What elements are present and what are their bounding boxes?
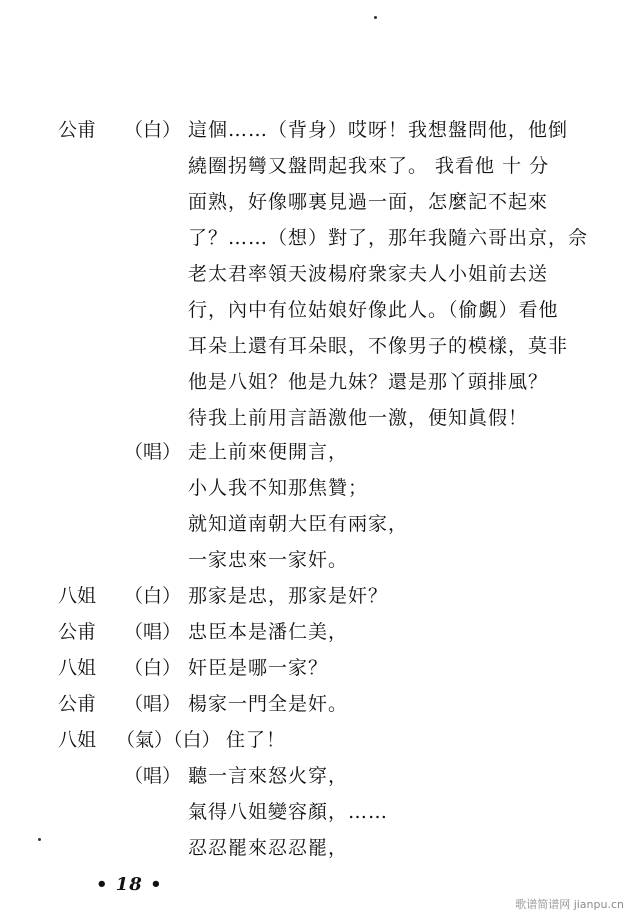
stage-mark: （白） xyxy=(124,585,182,607)
dialogue-line: 奸臣是哪一家？ xyxy=(188,657,329,679)
dialogue-line: 老太君率領天波楊府衆家夫人小姐前去送 xyxy=(188,263,549,285)
dialogue-line: 了？……（想）對了，那年我隨六哥出京，佘 xyxy=(188,227,589,249)
stage-mark: （唱） xyxy=(124,621,182,643)
dialogue-line: 那家是忠，那家是奸？ xyxy=(188,585,389,607)
dialogue-line: 面熟，好像哪裏見過一面，怎麼記不起來 xyxy=(188,191,549,213)
speaker-label: 八姐 xyxy=(58,729,97,751)
dialogue-line: 走上前來便開言， xyxy=(188,441,349,463)
dialogue-line: 小人我不知那焦贊； xyxy=(188,477,369,499)
scan-speck xyxy=(38,838,41,841)
speaker-label: 八姐 xyxy=(58,585,97,607)
dialogue-line: 忍忍罷來忍忍罷， xyxy=(188,837,349,859)
dialogue-line: 耳朵上還有耳朵眼，不像男子的模樣，莫非 xyxy=(188,335,569,357)
speaker-label: 公甫 xyxy=(58,119,97,141)
stage-mark: （唱） xyxy=(124,765,182,787)
speaker-label: 公甫 xyxy=(58,621,97,643)
dialogue-line: 繞圈拐彎又盤問起我來了。 我看他 十 分 xyxy=(188,155,550,177)
speaker-label: 八姐 xyxy=(58,657,97,679)
dialogue-line: 一家忠來一家奸。 xyxy=(188,549,349,571)
stage-mark: （唱） xyxy=(124,693,182,715)
stage-mark: （白） xyxy=(124,119,182,141)
dialogue-line: 他是八姐？他是九妹？還是那丫頭排風？ xyxy=(188,371,549,393)
speaker-label: 公甫 xyxy=(58,693,97,715)
page-number: • 18 • xyxy=(96,874,163,895)
watermark: 歌谱简谱网 jianpu.cn xyxy=(515,898,624,911)
dialogue-line: 忠臣本是潘仁美， xyxy=(188,621,349,643)
dialogue-line: 氣得八姐變容顏，…… xyxy=(188,801,389,823)
dialogue-line: 聽一言來怒火穿， xyxy=(188,765,349,787)
dialogue-line: 這個……（背身）哎呀！我想盤問他，他倒 xyxy=(188,119,569,141)
dialogue-line: 就知道南朝大臣有兩家， xyxy=(188,513,409,535)
dialogue-line: 住了！ xyxy=(226,729,287,751)
stage-mark: （白） xyxy=(124,657,182,679)
dialogue-line: 行，內中有位姑娘好像此人。（偷覷）看他 xyxy=(188,299,559,321)
scan-speck xyxy=(374,16,377,19)
stage-mark: （唱） xyxy=(124,441,182,463)
dialogue-line: 楊家一門全是奸。 xyxy=(188,693,349,715)
stage-mark: （氣）（白） xyxy=(116,729,221,751)
dialogue-line: 待我上前用言語激他一激，便知眞假！ xyxy=(188,407,529,429)
